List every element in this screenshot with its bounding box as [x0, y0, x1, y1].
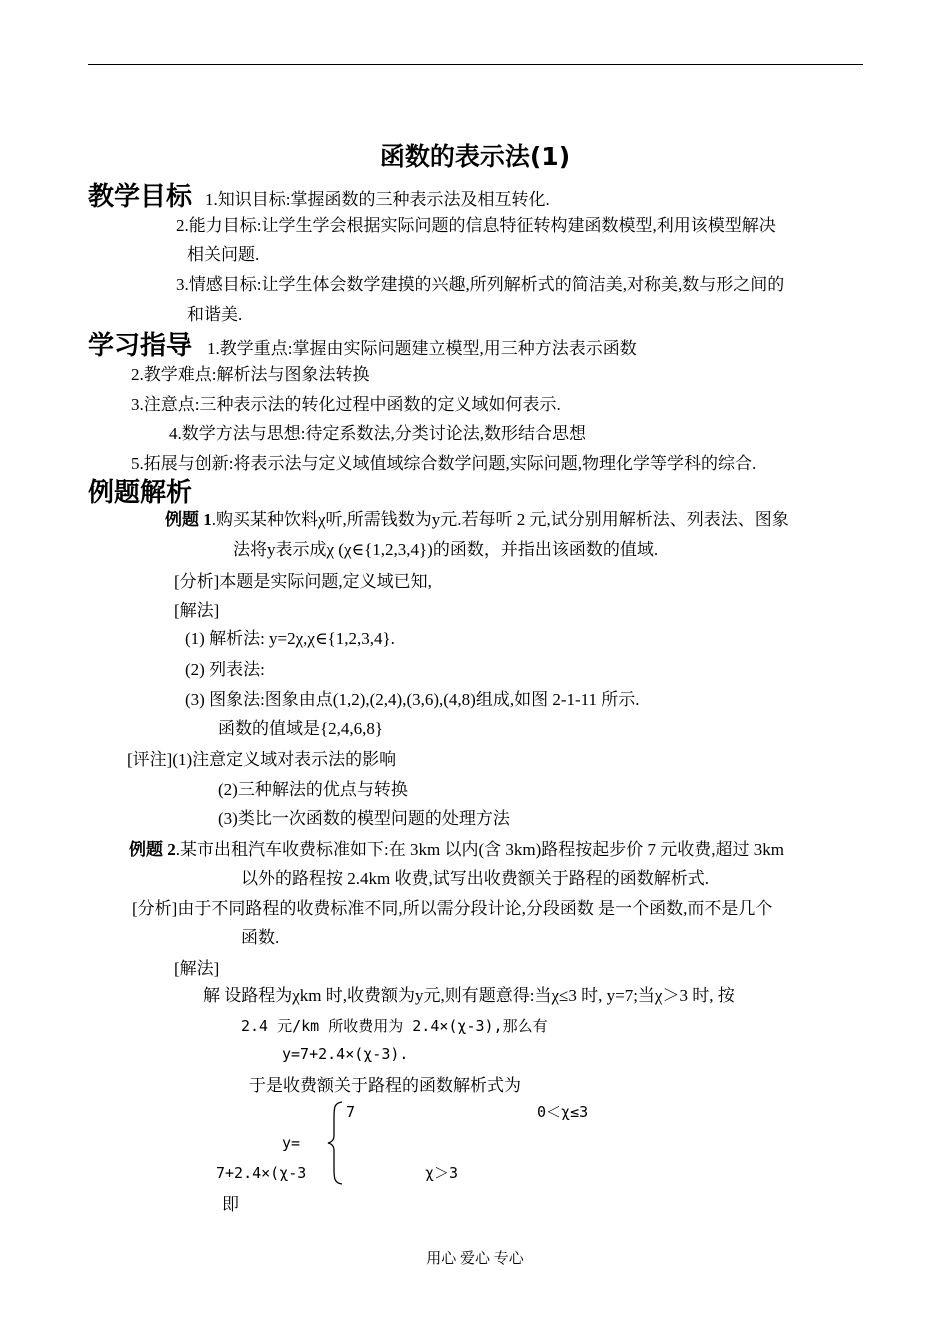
example-1-step-1: (1) 解析法: y=2χ,χ∈{1,2,3,4}.	[185, 629, 395, 648]
goal-3-line-1: 3.情感目标:让学生体会数学建摸的兴趣,所列解析式的简洁美,对称美,数与形之间的	[176, 275, 785, 294]
guide-item-3: 3.注意点:三种表示法的转化过程中函数的定义域如何表示.	[131, 395, 561, 414]
example-1-step-3: (3) 图象法:图象由点(1,2),(2,4),(3,6),(4,8)组成,如图 2-1-11 所示.	[185, 690, 640, 709]
example-1-comment-2: (2)三种解法的优点与转换	[218, 780, 408, 799]
example-2-analysis-2: 函数.	[241, 928, 280, 947]
example-2-analysis-1: [分析]由于不同路程的收费标准不同,所以需分段计论,分段函数 是一个函数,而不是几个	[132, 899, 773, 918]
example-1-label: 例题 1	[165, 510, 212, 529]
example-2-solution-2: 2.4 元/km 所收费用为 2.4×(χ-3),那么有	[241, 1017, 548, 1035]
piecewise-top-value: 7	[346, 1103, 356, 1121]
section-heading-examples: 例题解析	[88, 478, 193, 508]
page-title: 函数的表示法(1)	[379, 142, 571, 171]
example-2-solution-3: y=7+2.4×(χ-3).	[282, 1045, 409, 1063]
goal-3-line-2: 和谐美.	[187, 305, 243, 324]
piecewise-y: y=	[282, 1134, 301, 1152]
header-rule	[88, 64, 863, 65]
guide-item-5: 5.拓展与创新:将表示法与定义域值域综合数学问题,实际问题,物理化学等学科的综合.	[131, 454, 757, 473]
piecewise-bottom-value: 7+2.4×(χ-3	[216, 1164, 307, 1182]
example-2-line-1: 例题 2.某市出租汽车收费标准如下:在 3km 以内(含 3km)路程按起步价 7 元收费,超过 3km	[129, 840, 784, 859]
example-1-line-2: 法将y表示成χ (χ∈{1,2,3,4})的函数，并指出该函数的值域.	[233, 540, 659, 559]
section-heading-guide: 学习指导	[88, 331, 193, 361]
goal-1: 1.知识目标:掌握函数的三种表示法及相互转化.	[205, 190, 550, 209]
example-1-comment-3: (3)类比一次函数的模型问题的处理方法	[218, 809, 510, 828]
example-1-step-2: (2) 列表法:	[185, 660, 265, 679]
example-2-line-2: 以外的路程按 2.4km 收费,试写出收费额关于路程的函数解析式.	[241, 869, 709, 888]
example-2-label: 例题 2	[129, 840, 176, 859]
example-1-solution-label: [解法]	[174, 601, 220, 620]
example-1-analysis: [分析]本题是实际问题,定义域已知,	[174, 572, 432, 591]
goal-2-line-1: 2.能力目标:让学生学会根据实际问题的信息特征转构建函数模型,利用该模型解决	[176, 216, 776, 235]
example-2-solution-4: 于是收费额关于路程的函数解析式为	[249, 1076, 521, 1095]
example-2-ji: 即	[222, 1195, 239, 1214]
example-2-solution-label: [解法]	[174, 959, 220, 978]
example-1-comment-1: [评注](1)注意定义域对表示法的影响	[127, 750, 397, 769]
page-footer: 用心 爱心 专心	[426, 1251, 524, 1267]
example-2-solution-1: 解 设路程为χkm 时,收费额为y元,则有题意得:当χ≤3 时, y=7;当χ＞3 时, 按	[203, 986, 735, 1005]
guide-item-1: 1.教学重点:掌握由实际问题建立模型,用三种方法表示函数	[207, 339, 637, 358]
left-brace-icon	[326, 1100, 344, 1186]
goal-2-line-2: 相关问题.	[187, 245, 260, 264]
piecewise-bottom-condition: χ＞3	[425, 1164, 459, 1182]
example-1-range: 函数的值域是{2,4,6,8}	[218, 719, 384, 738]
guide-item-4: 4.数学方法与思想:待定系数法,分类讨论法,数形结合思想	[169, 424, 586, 443]
section-heading-goals: 教学目标	[88, 182, 193, 212]
example-1-line-1: 例题 1.购买某种饮料χ听,所需钱数为y元.若每听 2 元,试分别用解析法、列表法、图象	[165, 510, 789, 529]
piecewise-top-condition: 0＜χ≤3	[537, 1103, 589, 1121]
guide-item-2: 2.教学难点:解析法与图象法转换	[131, 365, 370, 384]
